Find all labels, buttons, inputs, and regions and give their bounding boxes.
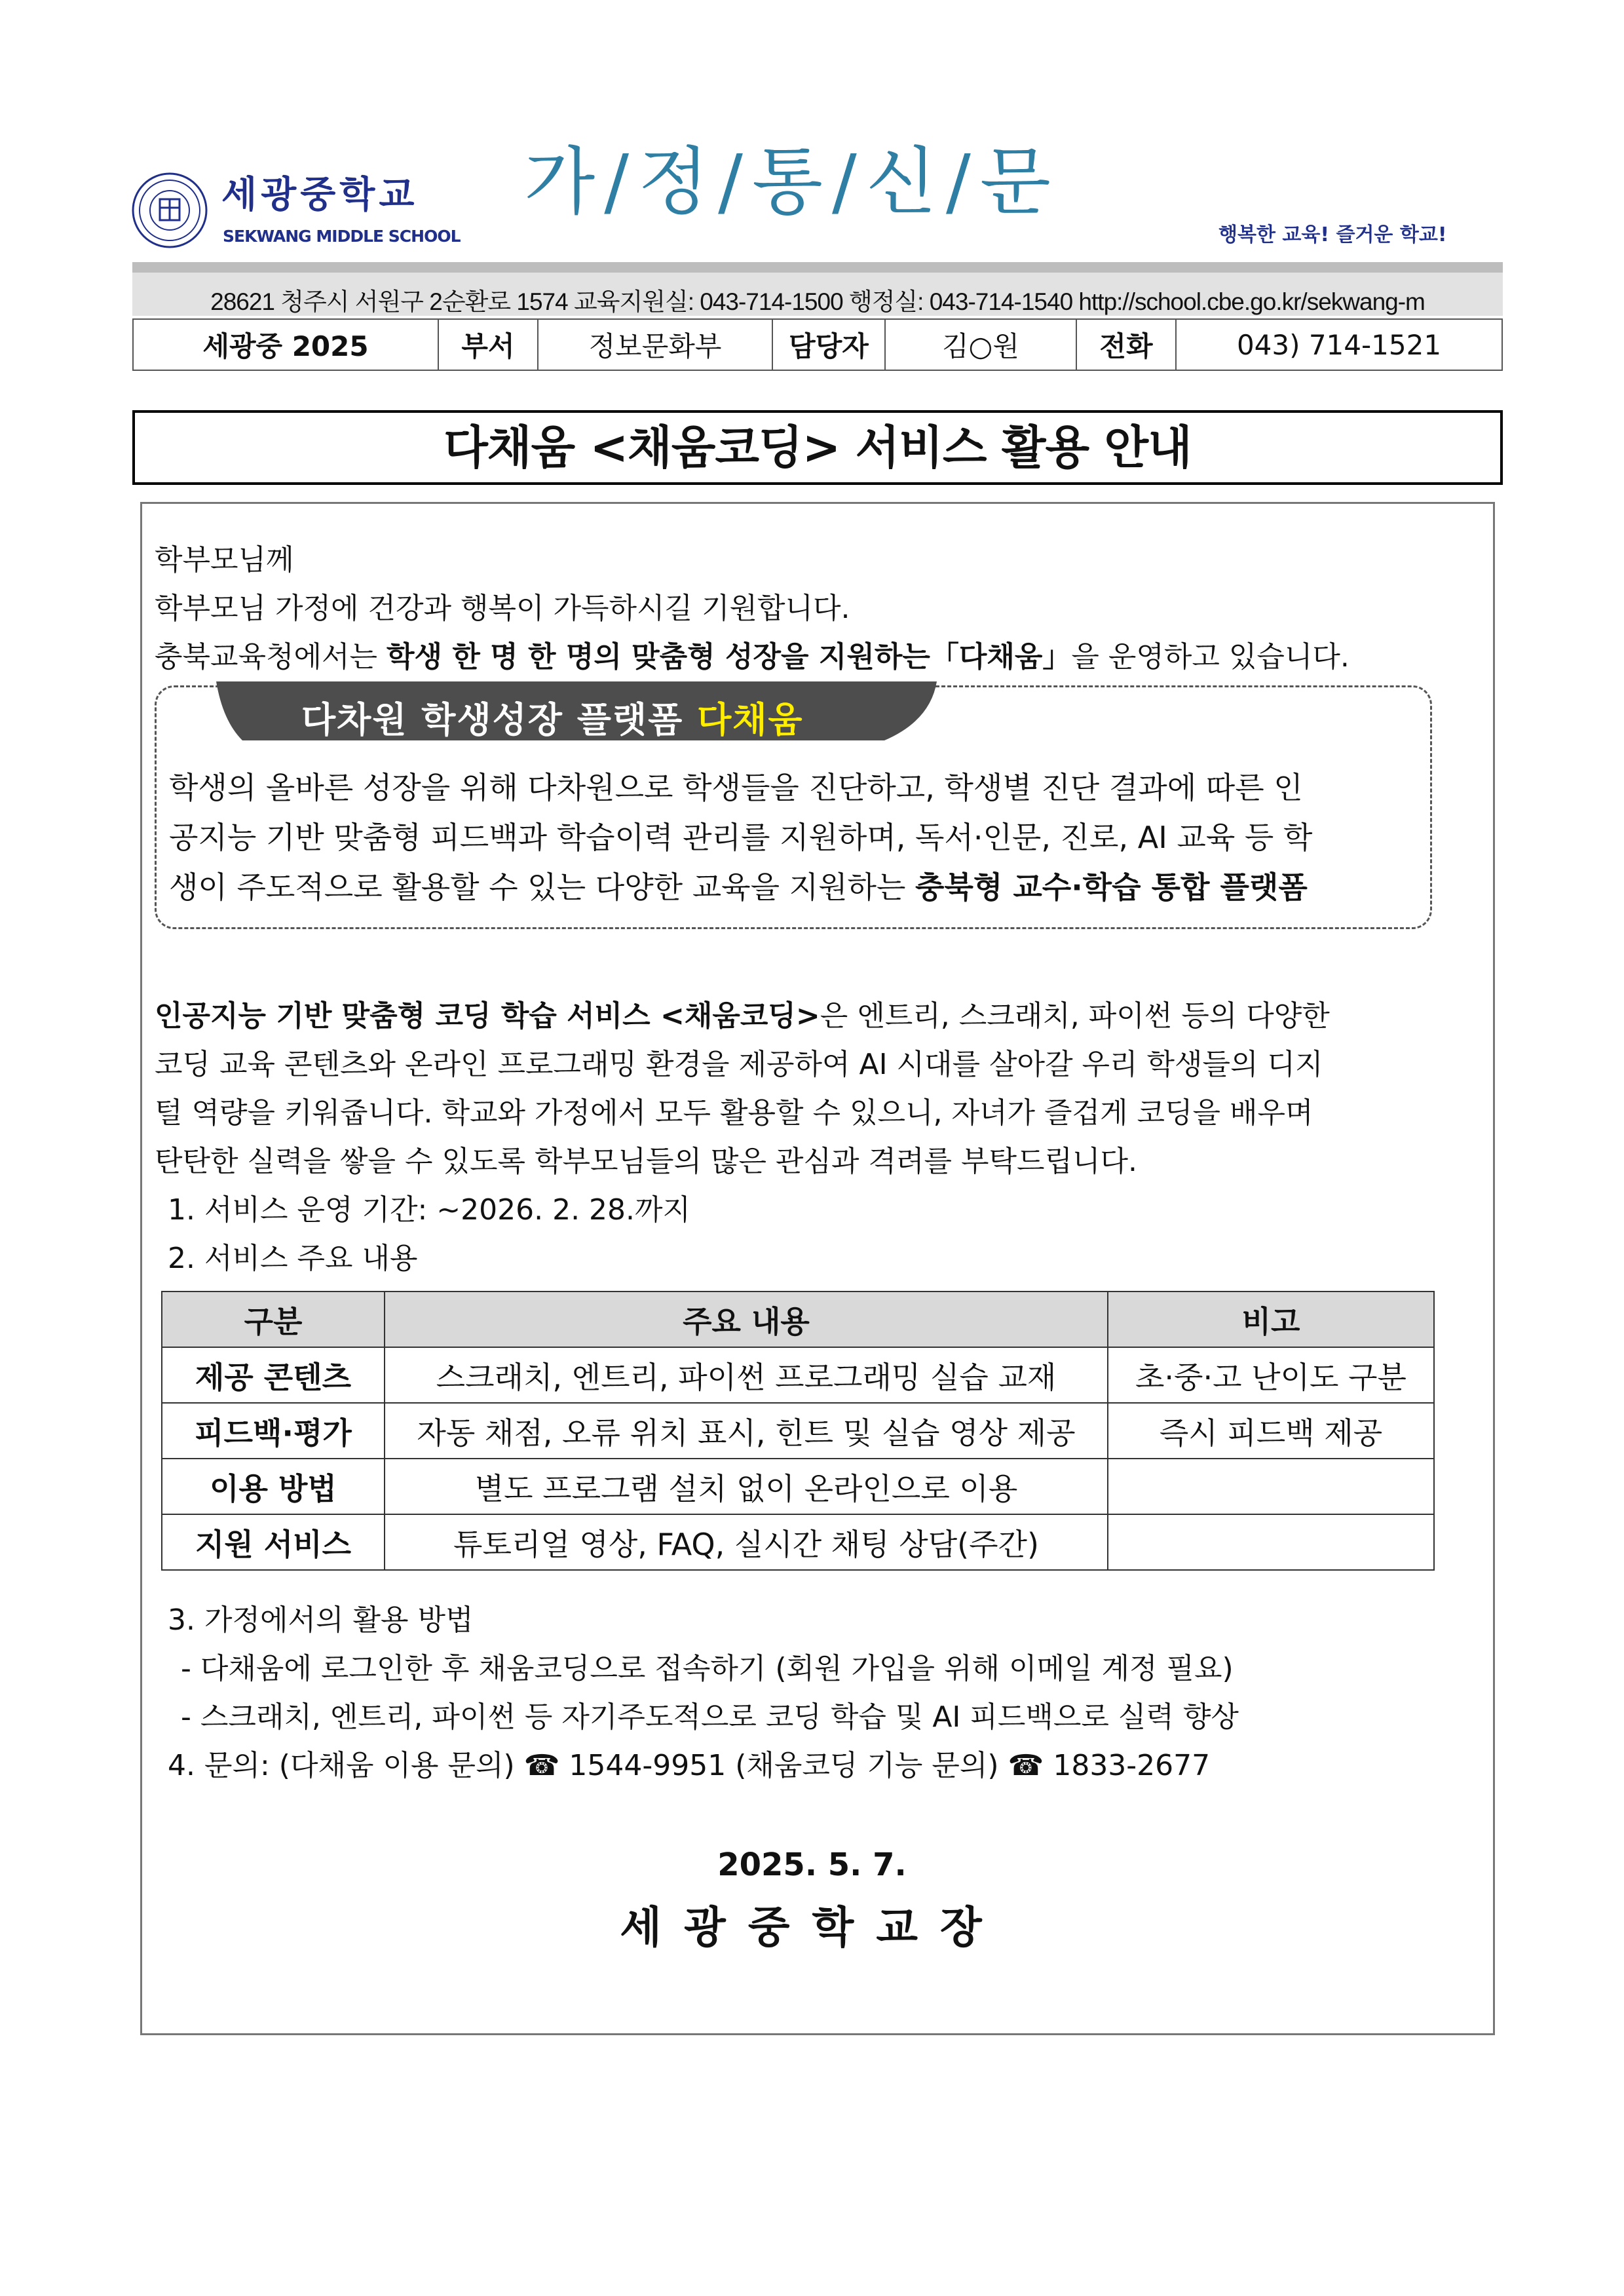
platform-tab-title: [301, 692, 804, 742]
row-label: 지원 서비스: [162, 1514, 385, 1570]
intro-line-1: [155, 992, 1330, 1034]
table-cell: 튜토리얼 영상, FAQ, 실시간 채팅 상담(주간): [385, 1514, 1108, 1570]
table-cell: [1108, 1514, 1434, 1570]
table-cell: 즉시 피드백 제공: [1108, 1403, 1434, 1459]
intro-line: 털 역량을 키워줍니다. 학교와 가정에서 모두 활용할 수 있으니, 자녀가 즐겁게 코딩을 배우며: [155, 1096, 1313, 1130]
platform-line-3: [169, 864, 1308, 907]
table-row: [162, 1514, 1434, 1570]
salutation: 학부모님께: [155, 543, 294, 577]
text-segment: 을 운영하고 있습니다.: [1071, 640, 1350, 674]
phone-value: 043) 714-1521: [1176, 319, 1502, 370]
row-label: 제공 콘텐츠: [162, 1347, 385, 1403]
table-row: [162, 1403, 1434, 1459]
column-header: 주요 내용: [385, 1292, 1108, 1347]
school-name-english: SEKWANG MIDDLE SCHOOL: [223, 227, 461, 246]
manager-label: 담당자: [772, 319, 885, 370]
headline: 다채움 <채움코딩> 서비스 활용 안내: [132, 410, 1503, 485]
table-cell: 자동 채점, 오류 위치 표시, 힌트 및 실습 영상 제공: [385, 1403, 1108, 1459]
bold-segment: 인공지능 기반 맞춤형 코딩 학습 서비스 <채움코딩>: [155, 999, 820, 1033]
intro-line: 탄탄한 실력을 쌓을 수 있도록 학부모님들의 많은 관심과 격려를 부탁드립니다.: [155, 1145, 1137, 1178]
text-segment: 생이 주도적으로 활용할 수 있는 다양한 교육을 지원하는: [169, 870, 916, 905]
table-header-row: [162, 1292, 1434, 1347]
bold-segment: 충북형 교수·학습 통합 플랫폼: [915, 870, 1308, 905]
usage-step: - 스크래치, 엔트리, 파이썬 등 자기주도적으로 코딩 학습 및 AI 피드백으로 실력 향상: [181, 1700, 1239, 1734]
dept-label: 부서: [438, 319, 538, 370]
address-line: 28621 청주시 서원구 2순환로 1574 교육지원실: 043-714-1500 행정실: 043-714-1540 http://school.cbe.go.kr/sekwang-m: [210, 288, 1425, 315]
info-table: [132, 318, 1503, 371]
table-cell: [1108, 1459, 1434, 1514]
school-name: 세광중학교: [221, 174, 419, 216]
platform-line: 공지능 기반 맞춤형 피드백과 학습이력 관리를 지원하며, 독서·인문, 진로, AI 교육 등 학: [169, 820, 1313, 855]
table-row: [162, 1347, 1434, 1403]
item-home-usage: 3. 가정에서의 활용 방법: [168, 1603, 474, 1637]
table-cell: 초·중·고 난이도 구분: [1108, 1347, 1434, 1403]
tab-highlight: 다채움: [697, 699, 804, 740]
manager-value: 김○원: [885, 319, 1076, 370]
dept-value: 정보문화부: [538, 319, 772, 370]
table-cell: 별도 프로그램 설치 없이 온라인으로 이용: [385, 1459, 1108, 1514]
phone-label: 전화: [1076, 319, 1176, 370]
intro-line: 코딩 교육 콘텐츠와 온라인 프로그래밍 환경을 제공하여 AI 시대를 살아갈 우리 학생들의 디지: [155, 1048, 1323, 1081]
school-emblem-icon: [131, 172, 208, 249]
service-table: [161, 1291, 1435, 1571]
column-header: 비고: [1108, 1292, 1434, 1347]
column-header: 구분: [162, 1292, 385, 1347]
greeting-line-2: [155, 633, 1350, 675]
signer: 세광중학교장: [620, 1902, 1004, 1953]
address-bar: [132, 262, 1503, 316]
newsletter-title: 가/정/통/신/문: [524, 140, 1060, 225]
text-segment: 은 엔트리, 스크래치, 파이썬 등의 다양한: [820, 999, 1330, 1033]
item-period: 1. 서비스 운영 기간: ~2026. 2. 28.까지: [168, 1193, 691, 1227]
school-slogan: 행복한 교육! 즐거운 학교!: [1218, 223, 1447, 246]
greeting-line: 학부모님 가정에 건강과 행복이 가득하시길 기원합니다.: [155, 592, 850, 625]
row-label: 이용 방법: [162, 1459, 385, 1514]
tab-text: 다차원 학생성장 플랫폼: [301, 699, 684, 740]
usage-step: - 다채움에 로그인한 후 채움코딩으로 접속하기 (회원 가입을 위해 이메일 계정 필요): [181, 1652, 1234, 1685]
issue-date: 2025. 5. 7.: [717, 1846, 907, 1883]
text-segment: 충북교육청에서는: [155, 640, 387, 674]
item-inquiry: 4. 문의: (다채움 이용 문의) ☎ 1544-9951 (채움코딩 기능 문의) ☎ 1833-2677: [168, 1749, 1211, 1782]
school-year-cell: 세광중 2025: [133, 319, 438, 370]
table-row: [162, 1459, 1434, 1514]
bold-segment: 학생 한 명 한 명의 맞춤형 성장을 지원하는「다채움」: [387, 640, 1072, 674]
row-label: 피드백·평가: [162, 1403, 385, 1459]
table-cell: 스크래치, 엔트리, 파이썬 프로그래밍 실습 교재: [385, 1347, 1108, 1403]
item-contents-heading: 2. 서비스 주요 내용: [168, 1242, 418, 1275]
platform-line: 학생의 올바른 성장을 위해 다차원으로 학생들을 진단하고, 학생별 진단 결과에 따른 인: [169, 770, 1303, 805]
